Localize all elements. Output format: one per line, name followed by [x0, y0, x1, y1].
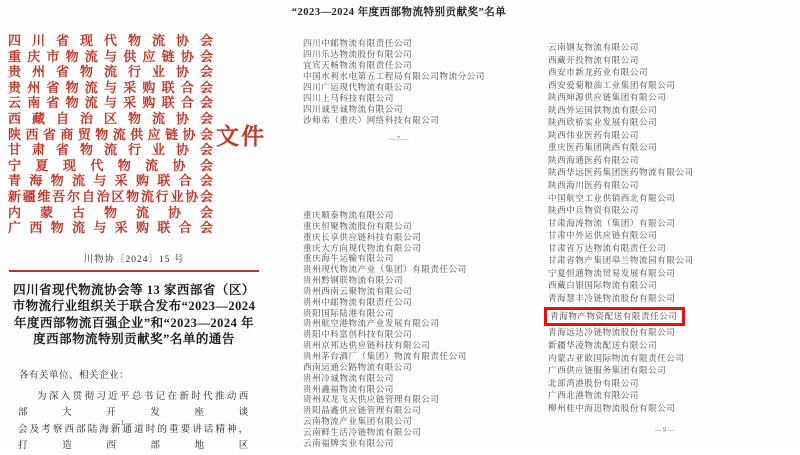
- company-list-lower: [548, 326, 800, 414]
- company-list-item: 内蒙古亚欧国际物流有限责任公司: [548, 352, 685, 363]
- document-label: 文件: [216, 123, 266, 149]
- association-name: 新疆维吾尔自治区物流行业协会: [8, 188, 213, 204]
- association-name: 贵州省物流行业协会: [8, 64, 213, 80]
- salutation: 各有关单位、相关企业：: [19, 370, 130, 381]
- award-list-page-9: [530, 0, 800, 449]
- company-list-item: 贵州现代物流产业（集团）有限责任公司: [303, 264, 467, 275]
- company-list-item: 重庆医药集团陕西有限公司: [548, 142, 658, 153]
- notice-title: [0, 282, 268, 348]
- company-list-chongqing-guizhou-yunnan: [303, 210, 530, 449]
- company-list-item: 新疆华凌物流配送有限公司: [548, 340, 658, 351]
- company-list-item: 贵州茅台酒厂（集团）物流有限责任公司: [303, 350, 467, 361]
- company-list-item: 贵州航空港物流产业发展有限公司: [303, 318, 440, 329]
- association-name: 内蒙古物流协会: [8, 204, 213, 220]
- company-list-item: 云南钢友物流有限公司: [548, 42, 640, 52]
- company-list-item: 陕西海通医药有限公司: [548, 154, 640, 165]
- company-list-item: 重庆海牛运输有限公司: [303, 253, 395, 264]
- association-name: 宁夏现代物流协会: [8, 157, 213, 173]
- company-list-item: 云南物流产业集团有限公司: [303, 416, 413, 427]
- association-list: [8, 33, 213, 236]
- notice-title-line: 度西部物流特别贡献奖”名单的通告: [33, 332, 235, 347]
- company-list-item: 西安市新龙药业有限公司: [548, 67, 649, 78]
- company-list-item: 甘肃海涛物流（集团）有限公司: [548, 217, 676, 228]
- company-list-item: 贵州双龙飞天供应链管理有限公司: [303, 394, 440, 405]
- company-list-item: 贵阳国际陆港有限公司: [303, 307, 395, 318]
- company-list-item: 西安爱菊粮油工业集团有限公司: [548, 79, 676, 90]
- company-list-item: 贵州冷诚物流有限公司: [303, 372, 395, 383]
- company-list-item: 云南福牌实业有限公司: [303, 437, 395, 448]
- company-list-item: 广西北港物流有限公司: [548, 390, 640, 401]
- company-list-item: 陕西欣桥实业发展有限公司: [548, 117, 658, 128]
- company-list-item: 青海慧丰冷链物流股份有限公司: [548, 292, 676, 303]
- notice-title-line: 四川省现代物流协会等 13 家西部省（区）: [13, 282, 255, 297]
- red-divider-line: [9, 270, 259, 272]
- notice-body-line: 会及考察西部陆海新通道时的重要讲话精神，打造西部地区: [18, 424, 250, 452]
- highlight-row: [544, 306, 800, 325]
- award-list-title: “2023—2024 年度西部物流特别贡献奖”名单: [291, 7, 507, 18]
- company-list-item: 西藏白银国际物流有限公司: [548, 280, 658, 291]
- association-name: 陕西省商贸物流供应链协会: [8, 126, 213, 142]
- association-name: 重庆市物流与供应链协会: [8, 48, 213, 64]
- company-list-item: 西南运通公路物流有限公司: [303, 361, 413, 372]
- company-list-item: 广西供应链服务集团有限公司: [548, 365, 667, 376]
- company-list-item: 沙师弟（重庆）网络科技有限公司: [303, 115, 440, 125]
- company-list-item: 中国水利水电第五工程局有限公司物流分公司: [303, 71, 486, 81]
- notice-body-line: 为深入贯彻习近平总书记在新时代推动西部大开发座谈: [18, 391, 250, 419]
- company-list-item: 贵州京邦达供应链科技有限公司: [303, 340, 431, 351]
- notice-page-1: [0, 0, 268, 452]
- company-list-item: 陕西中兵物资有限公司: [548, 205, 640, 216]
- notice-title-line: 市物流行业组织关于联合发布“2023—2024: [12, 299, 256, 314]
- company-list-item: 中国航空工业供销西北有限公司: [548, 192, 676, 203]
- company-list-item: 四川诚至诚物流有限公司: [303, 104, 404, 114]
- company-list-item: 陕西坤源供应链集团有限公司: [548, 92, 667, 103]
- company-list-item: 重庆恒聚物流股份有限公司: [303, 220, 413, 231]
- company-list-item: 西藏开投物流有限公司: [548, 54, 640, 65]
- company-list-item: 宁夏恒通物流贸易发展有限公司: [548, 267, 676, 278]
- notice-body: [18, 389, 250, 455]
- company-list-item: 宜宾天畅物流有限责任公司: [303, 60, 413, 70]
- company-list-item: 陕西外运国铁物流有限公司: [548, 104, 658, 115]
- doc-number: 川物协〔2024〕15 号: [83, 254, 185, 265]
- award-list-page-7-8: [268, 0, 530, 449]
- association-name: 甘肃省物流行业协会: [8, 142, 213, 158]
- red-letterhead: [0, 0, 268, 236]
- company-list-item: 北部湾港股份有限公司: [548, 377, 640, 388]
- company-list-item: 四川乐达物流股份有限公司: [303, 49, 413, 59]
- company-list-item: 陕西华远医药集团医药物流有限公司: [548, 167, 694, 178]
- company-list-item: 甘肃中外运供应链有限公司: [548, 230, 658, 241]
- association-name: 四川省现代物流协会: [8, 33, 213, 48]
- company-list-item: 陕西海川医药有限公司: [548, 180, 640, 191]
- company-list-item: 陕西伟业医药有限公司: [548, 129, 640, 140]
- company-list-sichuan-chongqing: [303, 38, 530, 126]
- company-list-item: 四川上马科技有限公司: [303, 93, 395, 103]
- company-list-item: 贵州鑫福物流有限公司: [303, 383, 395, 394]
- company-list-item: 贵阳晶鑫供应链管理有限公司: [303, 405, 422, 416]
- association-name: 广西物流与采购联合会: [8, 220, 213, 236]
- page-number-1: —1—: [112, 418, 134, 427]
- association-name: 西藏自治区物流协会: [8, 110, 213, 126]
- company-list-item: 青海远达冷链物流股份有限公司: [548, 327, 676, 338]
- company-list-item: 柳州桂中海迅物流股份有限公司: [548, 402, 676, 413]
- association-name: 贵州省物流与采购联合会: [8, 79, 213, 95]
- association-name: 云南省物流与采购联合会: [8, 95, 213, 111]
- page-number-7: —7—: [388, 135, 410, 143]
- company-list-item: 重庆顺泰物流有限公司: [303, 210, 395, 220]
- highlighted-company: 青海物产物资配送有限责任公司: [544, 307, 685, 326]
- company-list-upper: [548, 41, 800, 304]
- company-list-item: 云南鲜生活冷链物流有限公司: [303, 426, 422, 437]
- company-list-item: 四川广运现代物流有限公司: [303, 82, 413, 92]
- company-list-item: 贵州中邮物流有限责任公司: [303, 296, 413, 307]
- company-list-item: 贵州黔钢联物流有限公司: [303, 275, 404, 286]
- company-list-item: 甘肃省物产集团皋兰物流园有限公司: [548, 255, 694, 266]
- company-list-item: 四川中邮物流有限责任公司: [303, 38, 413, 48]
- notice-title-line: 年度西部物流百强企业”和“2023—2024 年: [13, 315, 255, 330]
- company-list-item: 甘肃省万达物流有限责任公司: [548, 242, 667, 253]
- company-list-item: 重庆大方向现代物流有限公司: [303, 242, 422, 253]
- association-name: 青海物流与采购联合会: [8, 173, 213, 189]
- company-list-item: 贵阳中科富创科技有限公司: [303, 329, 413, 340]
- company-list-item: 重庆长享供应链科技有限公司: [303, 231, 422, 242]
- page-number-9: —9—: [654, 426, 676, 435]
- company-list-item: 贵州西南云聚物流有限公司: [303, 285, 413, 296]
